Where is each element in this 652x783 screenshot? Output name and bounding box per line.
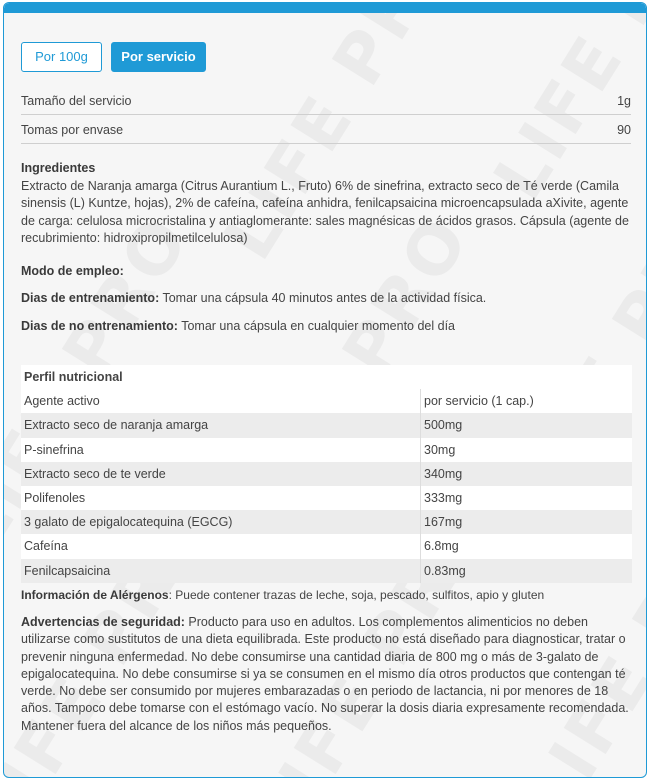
serving-size-row [21,88,631,115]
nutrient-value: 6.8mg [421,534,633,558]
nutrition-table-row [21,510,632,534]
servings-per-container-value: 90 [617,123,631,137]
nutrient-value: 333mg [421,486,633,510]
ingredients-heading: Ingredientes [21,161,96,175]
nutrient-value: 30mg [421,438,633,462]
usage-heading: Modo de empleo: [21,264,124,278]
nutrition-table-row [21,389,632,413]
rest-day-text: Tomar una cápsula en cualquier momento del día [177,319,456,333]
allergen-info [21,587,633,603]
safety-warnings [21,614,631,735]
nutrient-name: Agente activo [21,389,421,413]
safety-warnings-text: Producto para uso en adultos. Los complementos alimenticios no deben utilizarse como sustitutos de una dieta equilibrada. Este producto no está diseñado para diagnosticar, tratar o prevenir ninguna enfermedad. No debe consumirse una cantidad diaria de 800 mg o más de 3-galato de epigalocatequina. No debe consumirse si ya se consumen en el mismo día otros productos que contengan té verde. No debe ser consumido por mujeres embarazadas o en periodo de lactancia, ni por menores de 18 años. Tampoco debe tomarse con el estómago vacío. No superar la dosis diaria expresamente recomendada. Mantener fuera del alcance de los niños más pequeños. [21,615,629,733]
nutrition-table-row [21,438,632,462]
nutrition-table [21,365,632,583]
nutrient-name: P-sinefrina [21,438,421,462]
nutrient-value: 167mg [421,510,633,534]
nutrient-value: por servicio (1 cap.) [421,389,633,413]
nutrient-value: 340mg [421,462,633,486]
training-day-text: Tomar una cápsula 40 minutos antes de la actividad física. [159,291,487,305]
nutrition-table-row [21,534,632,558]
nutrient-name: Polifenoles [21,486,421,510]
nutrient-name: Cafeína [21,534,421,558]
nutrient-name: Extracto seco de naranja amarga [21,413,421,437]
nutrient-name: Fenilcapsaicina [21,559,421,583]
nutrition-table-row [21,413,632,437]
tab-per-serving[interactable]: Por servicio [111,42,206,72]
safety-warnings-label: Advertencias de seguridad: [21,615,185,629]
training-day-label: Dias de entrenamiento: [21,291,160,305]
rest-day-label: Dias de no entrenamiento: [21,319,178,333]
nutrition-table-row [21,486,632,510]
nutrition-panel [3,2,647,778]
nutrition-table-row [21,462,632,486]
allergen-text: : Puede contener trazas de leche, soja, pescado, sulfitos, apio y gluten [168,588,545,602]
nutrient-value: 500mg [421,413,633,437]
servings-per-container-label: Tomas por envase [21,123,124,137]
nutrition-table-row [21,559,632,583]
nutrient-name: 3 galato de epigalocatequina (EGCG) [21,510,421,534]
tab-per-100g[interactable]: Por 100g [21,42,102,72]
ingredients-section [21,160,633,248]
nutrient-value: 0.83mg [421,559,633,583]
usage-rest-day [21,318,633,336]
nutrition-table-heading: Perfil nutricional [21,365,421,389]
servings-per-container-row [21,117,631,144]
nutrient-name: Extracto seco de te verde [21,462,421,486]
serving-size-label: Tamaño del servicio [21,94,132,108]
nutrition-table-heading-row [21,365,632,389]
ingredients-text: Extracto de Naranja amarga (Citrus Aurantium L., Fruto) 6% de sinefrina, extracto seco de Té verde (Camila sinensis (L) Kuntze, hojas), 2% de cafeína, cafeína anhidra, fenilcapsaicina microencapsulada aXivite, agente de carga: celulosa microcristalina y antiaglomerante: sales magnésicas de ácidos grasos. Cápsula (agente de recubrimiento: hidroxipropilmetilcelulosa) [21,178,629,245]
panel-top-bar [4,3,646,13]
allergen-label: Información de Alérgenos [21,588,169,602]
usage-training-day [21,290,633,308]
serving-size-value: 1g [617,94,631,108]
